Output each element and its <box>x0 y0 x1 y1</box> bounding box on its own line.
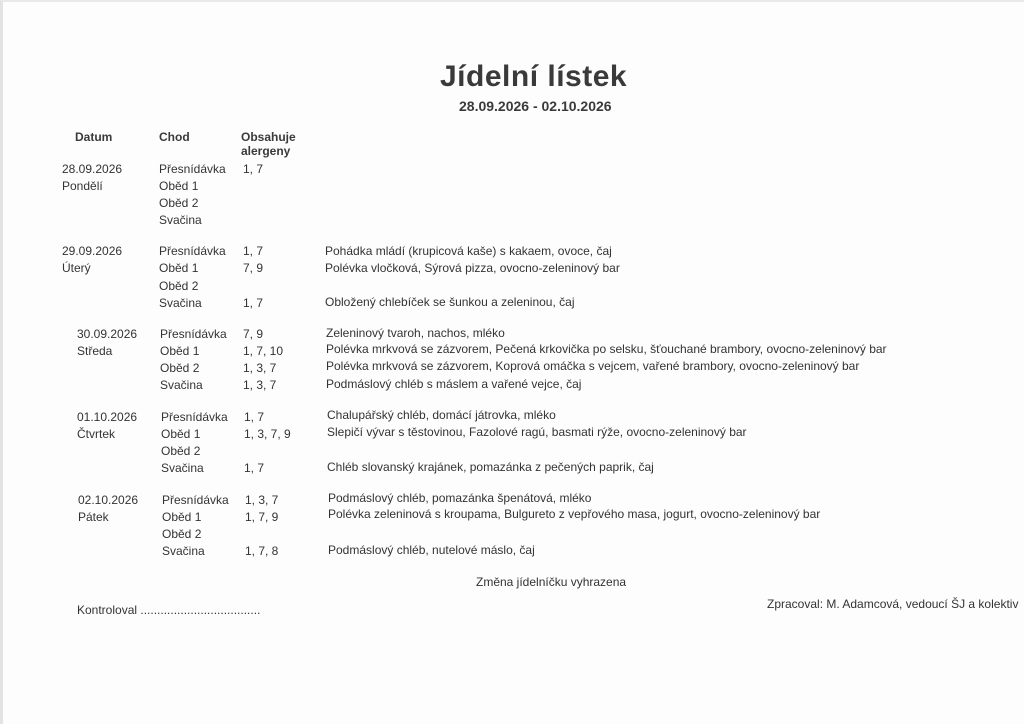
course-name: Oběd 2 <box>159 196 199 210</box>
allergens: 7, 9 <box>243 327 264 341</box>
allergens: 1, 3, 7 <box>243 378 277 392</box>
allergens: 1, 3, 7 <box>243 361 277 375</box>
meal-description: Polévka mrkvová se zázvorem, Koprová omáčka s vejcem, vařené brambory, ovocno-zeleninový bar <box>326 359 860 373</box>
allergens: 1, 7, 9 <box>245 510 279 524</box>
day-name: Pondělí <box>62 179 103 193</box>
course-name: Oběd 1 <box>159 261 199 275</box>
meal-description: Podmáslový chléb s máslem a vařené vejce, čaj <box>326 377 582 391</box>
meal-description: Slepičí vývar s těstovinou, Fazolové ragú, basmati rýže, ovocno-zeleninový bar <box>327 425 747 439</box>
allergens: 1, 7 <box>243 244 264 258</box>
meal-description: Podmáslový chléb, nutelové máslo, čaj <box>328 543 535 557</box>
course-name: Oběd 2 <box>159 279 199 293</box>
course-name: Oběd 1 <box>159 179 199 193</box>
allergens: 1, 3, 7, 9 <box>244 427 291 441</box>
allergens: 1, 7 <box>243 296 264 310</box>
day-name: Pátek <box>78 510 109 524</box>
course-name: Přesnídávka <box>159 244 226 258</box>
course-name: Oběd 1 <box>161 427 201 441</box>
meal-description: Polévka zeleninová s kroupama, Bulgureto z vepřového masa, jogurt, ovocno-zeleninový bar <box>328 507 821 521</box>
course-name: Oběd 2 <box>162 527 202 541</box>
course-name: Oběd 1 <box>160 344 200 358</box>
prepared-by: Zpracoval: M. Adamcová, vedoucí ŠJ a kolektiv <box>767 597 1019 611</box>
allergens: 1, 7 <box>244 461 265 475</box>
meal-description: Chléb slovanský krajánek, pomazánka z pečených paprik, čaj <box>327 460 654 474</box>
day-date: 01.10.2026 <box>77 410 138 424</box>
course-name: Svačina <box>159 213 202 227</box>
allergens: 1, 7, 10 <box>243 344 284 358</box>
course-name: Svačina <box>161 461 204 475</box>
day-name: Úterý <box>62 261 91 275</box>
header-chod: Chod <box>159 130 190 144</box>
course-name: Oběd 2 <box>161 444 201 458</box>
course-name: Svačina <box>159 296 202 310</box>
course-name: Oběd 1 <box>162 510 202 524</box>
course-name: Přesnídávka <box>159 162 226 176</box>
checked-by-line: Kontroloval .................................... <box>77 603 261 617</box>
allergens: 1, 7 <box>244 410 265 424</box>
meal-description: Pohádka mládí (krupicová kaše) s kakaem, ovoce, čaj <box>325 244 612 258</box>
day-name: Středa <box>77 344 113 358</box>
day-date: 02.10.2026 <box>78 493 139 507</box>
menu-change-note: Změna jídelníčku vyhrazena <box>476 575 627 589</box>
allergens: 1, 3, 7 <box>245 493 279 507</box>
header-alergeny-line1: Obsahuje <box>241 130 296 144</box>
day-date: 28.09.2026 <box>62 162 123 176</box>
allergens: 7, 9 <box>243 261 264 275</box>
day-date: 29.09.2026 <box>62 244 123 258</box>
course-name: Svačina <box>160 378 203 392</box>
meal-description: Obložený chlebíček se šunkou a zeleninou, čaj <box>325 295 575 309</box>
date-range: 28.09.2026 - 02.10.2026 <box>459 98 612 114</box>
header-datum: Datum <box>75 130 113 144</box>
day-date: 30.09.2026 <box>77 327 138 341</box>
course-name: Svačina <box>162 544 205 558</box>
day-name: Čtvrtek <box>77 427 116 441</box>
document-title: Jídelní lístek <box>440 60 628 93</box>
course-name: Přesnídávka <box>161 410 228 424</box>
header-alergeny-line2: alergeny <box>241 144 291 158</box>
meal-description: Podmáslový chléb, pomazánka špenátová, mléko <box>328 491 592 505</box>
meal-description: Zeleninový tvaroh, nachos, mléko <box>326 326 505 340</box>
meal-description: Chalupářský chléb, domácí játrovka, mléko <box>327 408 556 422</box>
allergens: 1, 7, 8 <box>245 544 279 558</box>
allergens: 1, 7 <box>243 162 264 176</box>
meal-description: Polévka vločková, Sýrová pizza, ovocno-zeleninový bar <box>325 261 620 275</box>
course-name: Oběd 2 <box>160 361 200 375</box>
meal-description: Polévka mrkvová se zázvorem, Pečená krkovička po selsku, šťouchané brambory, ovocno-zeleninový bar <box>326 342 887 356</box>
course-name: Přesnídávka <box>160 327 227 341</box>
course-name: Přesnídávka <box>162 493 229 507</box>
